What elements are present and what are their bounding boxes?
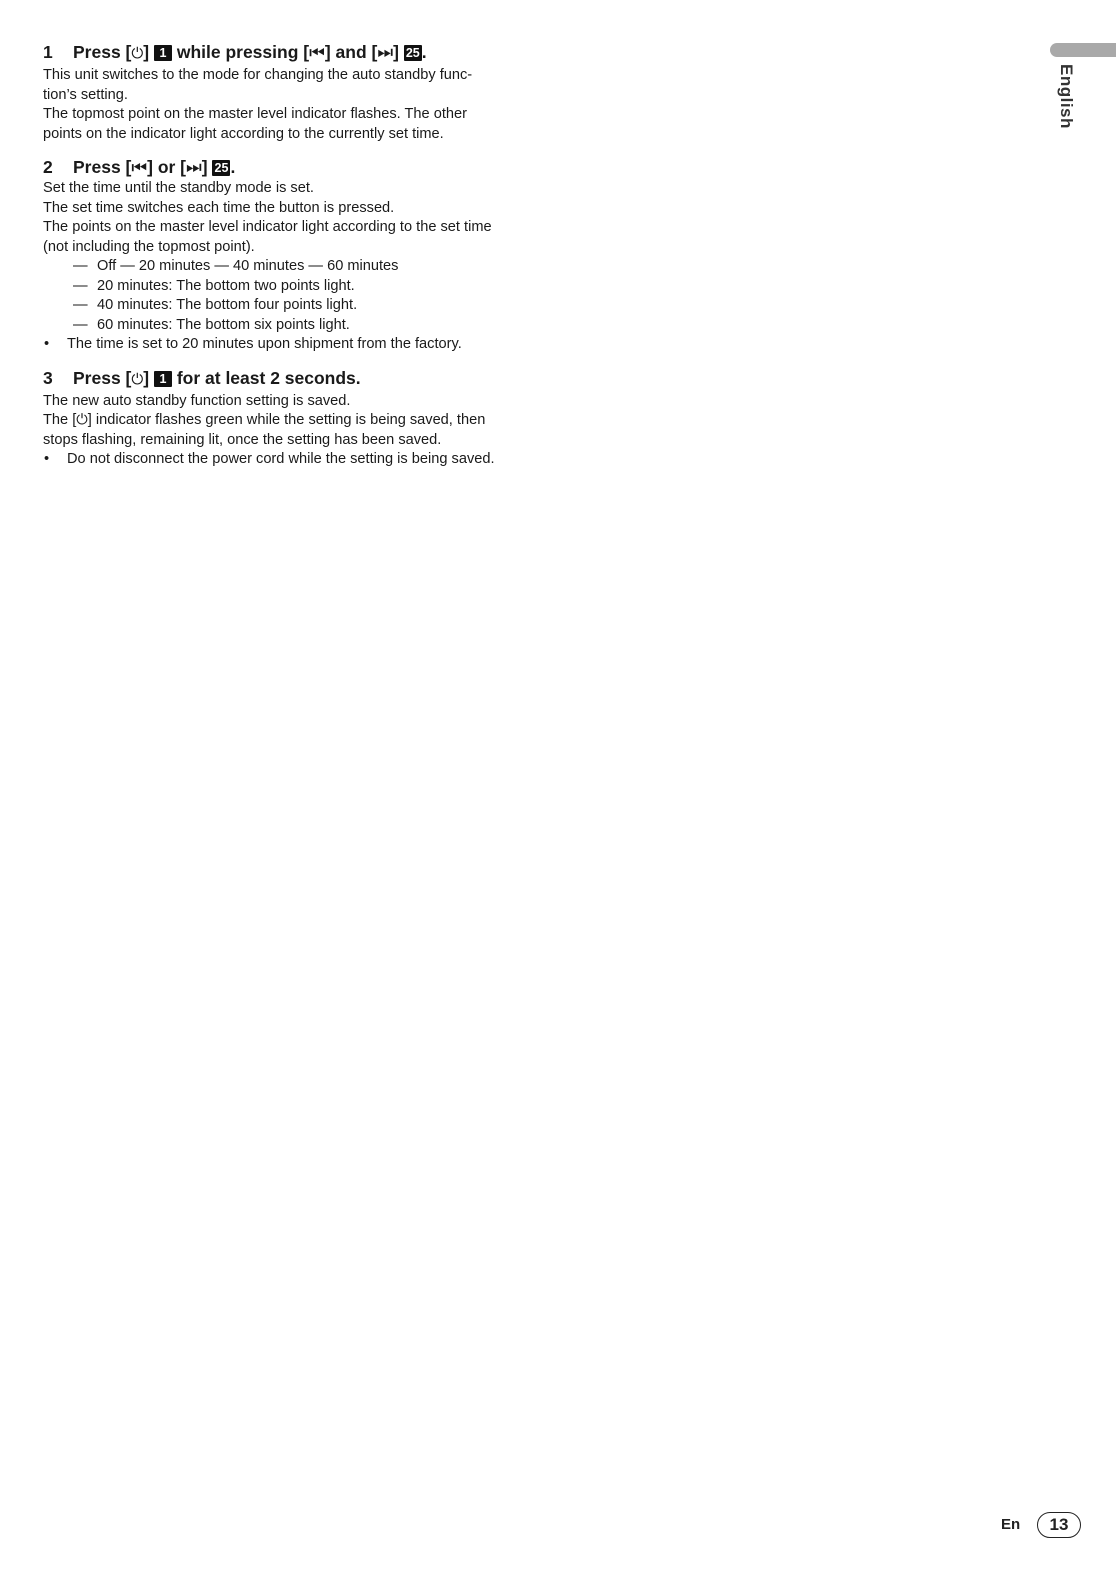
previous-track-icon: ⏮ (309, 42, 325, 62)
body-line: points on the indicator light according to the currently set time. (43, 125, 444, 142)
body-line: The new auto standby function setting is saved. (43, 392, 351, 409)
bullet-text: The time is set to 20 minutes upon shipment from the factory. (67, 336, 462, 352)
body-line: Set the time until the standby mode is set. (43, 180, 314, 196)
heading-text: for at least 2 seconds. (176, 367, 361, 388)
dash-text: 40 minutes: The bottom four points light. (97, 297, 358, 313)
body-line: The points on the master level indicator light according to the set time (43, 219, 492, 235)
dash-item (43, 296, 533, 316)
body-line: The [⏻] indicator flashes green while the setting is being saved, then (43, 412, 486, 428)
heading-text: ] (143, 42, 150, 62)
power-icon: ⏻ (131, 370, 144, 388)
dash-marker: — (73, 277, 88, 294)
heading-text: Press [ (73, 367, 132, 388)
next-track-icon: ⏭ (377, 42, 394, 62)
heading-text: ] (143, 367, 150, 388)
callout-badge: 25 (404, 45, 422, 61)
body-line: This unit switches to the mode for changing the auto standby func- (43, 67, 473, 83)
body-line: The set time switches each time the button is pressed. (43, 199, 395, 216)
step-3-heading (43, 366, 533, 392)
heading-text: ] (201, 157, 208, 177)
step-number: 3 (43, 367, 53, 388)
callout-badge: 1 (154, 45, 172, 61)
body-line: stops flashing, remaining lit, once the setting has been saved. (43, 431, 442, 448)
dash-text: Off — 20 minutes — 40 minutes — 60 minutes (97, 258, 399, 274)
heading-text: ] (393, 42, 399, 62)
dash-text: 60 minutes: The bottom six points light. (97, 316, 350, 333)
footer-language-code: En (1001, 1516, 1021, 1533)
step-2-heading (43, 155, 533, 179)
step-1 (43, 40, 533, 144)
heading-text: . (230, 157, 236, 177)
step-2 (43, 155, 533, 355)
step-3 (43, 366, 533, 470)
body-line: tion’s setting. (43, 86, 128, 103)
bullet-marker: • (44, 451, 50, 467)
heading-text: Press [ (73, 42, 132, 62)
callout-badge: 25 (212, 160, 230, 176)
heading-text: . (421, 42, 427, 62)
heading-text: ] or [ (147, 157, 187, 177)
heading-text: Press [ (73, 157, 132, 177)
dash-item (43, 277, 533, 297)
bullet-text: Do not disconnect the power cord while the setting is being saved. (67, 451, 495, 467)
body-line: (not including the topmost point). (43, 238, 255, 255)
step-number: 1 (43, 42, 53, 62)
dash-item (43, 257, 533, 277)
instructions-column (43, 40, 533, 481)
language-label: English (1057, 64, 1076, 129)
dash-text: 20 minutes: The bottom two points light. (97, 277, 355, 294)
dash-marker: — (73, 297, 88, 313)
heading-text: ] and [ (324, 42, 378, 62)
page-number: 13 (1037, 1512, 1081, 1538)
callout-badge: 1 (154, 371, 172, 387)
heading-text: while pressing [ (176, 42, 310, 62)
next-track-icon: ⏭ (186, 157, 202, 177)
body-line: The topmost point on the master level indicator flashes. The other (43, 106, 467, 122)
dash-marker: — (73, 316, 88, 333)
language-tab (1050, 43, 1116, 57)
dash-item (43, 316, 533, 336)
bullet-item (43, 450, 533, 470)
dash-marker: — (73, 258, 88, 274)
bullet-item (43, 335, 533, 355)
previous-track-icon: ⏮ (131, 157, 148, 177)
step-number: 2 (43, 157, 53, 177)
power-icon: ⏻ (131, 45, 144, 62)
bullet-marker: • (44, 336, 50, 352)
step-1-heading (43, 40, 533, 66)
